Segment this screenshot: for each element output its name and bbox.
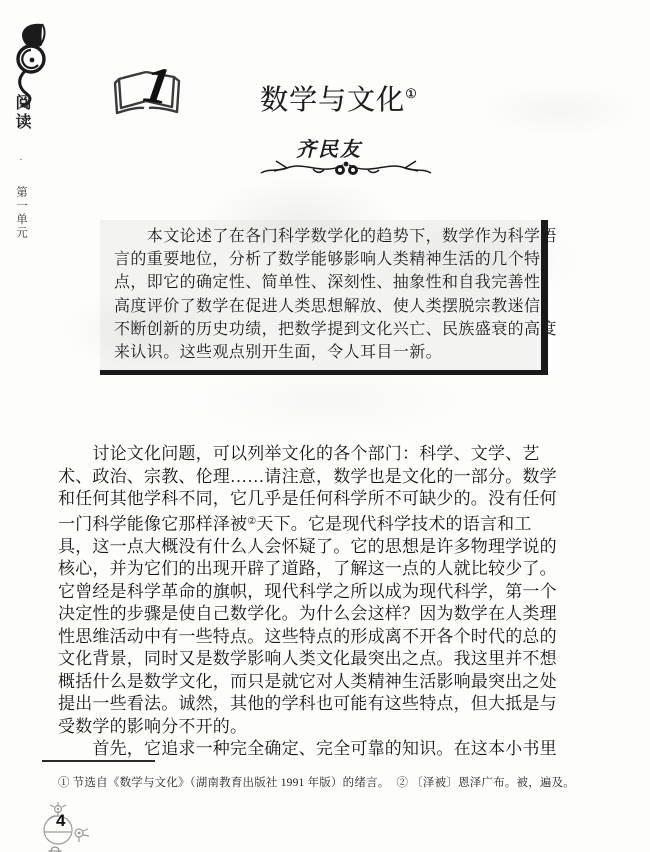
text-line: 提出一些看法。诚然，其他的学科也可能有这些特点，但大抵是与 bbox=[58, 694, 557, 714]
title-text: 数学与文化 bbox=[260, 85, 406, 116]
text-line: 性思维活动中有一些特点。这些特点的形成离不开各个时代的总的 bbox=[58, 626, 557, 646]
text-line: 点，即它的确定性、简单性、深刻性、抽象性和自我完善性， bbox=[114, 274, 557, 292]
text-line: 术、政治、宗教、伦理……请注意，数学也是文化的一部分。数学 bbox=[58, 466, 557, 486]
page-edge-ornament-icon bbox=[46, 844, 64, 852]
text-line: 来认识。这些观点别开生面，令人耳目一新。 bbox=[114, 344, 443, 362]
paragraph-1 bbox=[58, 443, 574, 738]
text-line: 本文论述了在各门科学数学化的趋势下，数学作为科学语 bbox=[114, 228, 557, 245]
title-footnote-ref: ① bbox=[405, 86, 417, 101]
text-line: 讨论文化问题，可以列举文化的各个部门：科学、文学、艺 bbox=[58, 444, 540, 463]
footnote-separator-rule bbox=[42, 760, 155, 762]
footnote-list bbox=[58, 774, 575, 790]
author-flourish-icon bbox=[257, 156, 435, 180]
page-number: 4 bbox=[56, 811, 66, 830]
sidebar-unit-label bbox=[13, 94, 29, 240]
body-text bbox=[58, 443, 574, 761]
text-line: 它曾经是科学革命的旗帜，现代科学之所以成为现代科学，第一个 bbox=[58, 581, 557, 601]
abstract-box bbox=[100, 220, 557, 375]
text-line: 受数学的影响分不开的。 bbox=[58, 716, 248, 736]
text-line: 概括什么是数学文化，而只是就它对人类精神生活影响最突出之处 bbox=[58, 671, 557, 691]
text-line: 不断创新的历史功绩，把数学提到文化兴亡、民族盛衰的高度 bbox=[114, 320, 557, 338]
text-line: 首先，它追求一种完全确定、完全可靠的知识。在这本小书里 bbox=[58, 739, 557, 759]
footnote-item-1: ① 节选自《数学与文化》（湖南教育出版社 1991 年版）的绪言。 bbox=[58, 777, 390, 789]
text-line: 言的重要地位，分析了数学能够影响人类精神生活的几个特 bbox=[114, 251, 541, 269]
footnote-item-2: ② 〔泽被〕恩泽广布。被，遍及。 bbox=[396, 777, 575, 789]
footer-flower-icon bbox=[34, 802, 100, 848]
sidebar-separator: · bbox=[16, 154, 26, 164]
text-line: 具，这一点大概没有什么人会怀疑了。它的思想是许多物理学说的 bbox=[58, 536, 557, 556]
page-title bbox=[260, 78, 417, 118]
sidebar-section-name: 阅读 bbox=[13, 94, 30, 132]
text-line: 文化背景，同时又是数学影响人类文化最突出之点。我这里并不想 bbox=[58, 649, 557, 669]
abstract-text bbox=[114, 225, 557, 364]
sidebar-unit-name: 第一单元 bbox=[15, 186, 27, 240]
text-line: 核心，并为它们的出现开辟了道路，了解这一点的人就比较少了。 bbox=[58, 559, 557, 579]
author-name: 齐民友 bbox=[296, 139, 362, 161]
text-line: 决定性的步骤是使自己数学化。为什么会这样？因为数学在人类理 bbox=[58, 604, 557, 624]
paragraph-2 bbox=[58, 738, 574, 761]
chapter-number: 1 bbox=[139, 56, 175, 117]
text-line: 高度评价了数学在促进人类思想解放、使人类摆脱宗教迷信、 bbox=[114, 297, 557, 315]
chapter-book-icon bbox=[106, 56, 188, 124]
text-line: 一门科学能像它那样泽被②天下。它是现代科学技术的语言和工 bbox=[58, 514, 532, 534]
text-line: 和任何其他学科不同，它几乎是任何科学所不可缺少的。没有任何 bbox=[58, 489, 557, 508]
